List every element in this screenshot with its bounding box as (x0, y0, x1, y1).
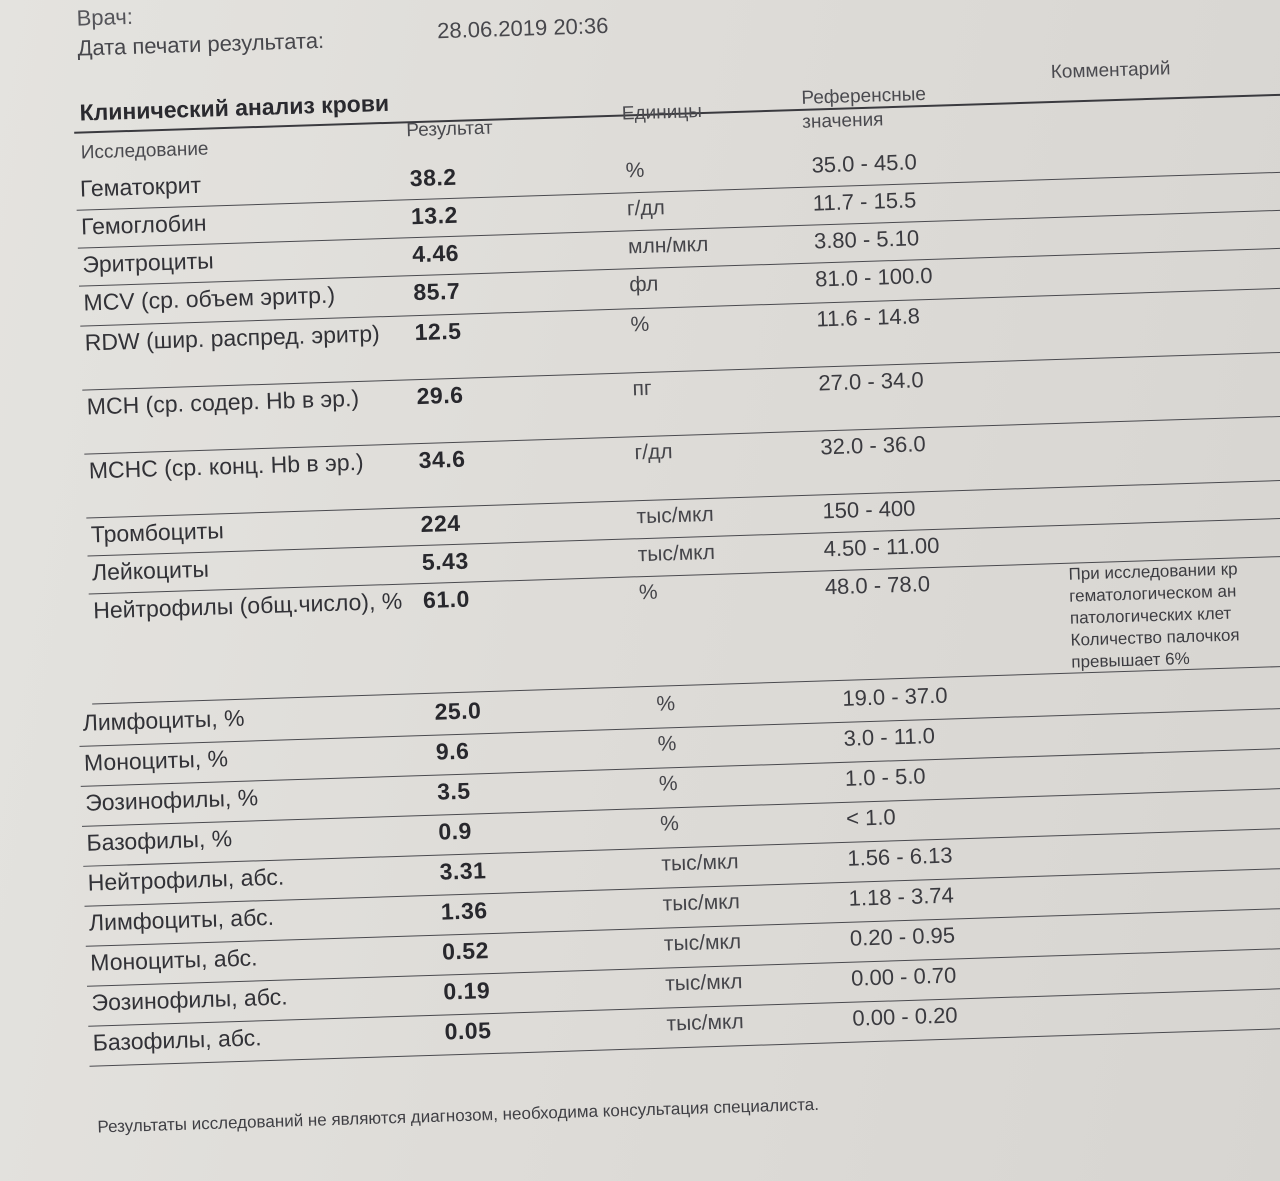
test-reference: 27.0 - 34.0 (818, 367, 924, 396)
test-name: Моноциты, абс. (89, 944, 258, 976)
test-unit: тыс/мкл (664, 970, 743, 996)
test-name: Эозинофилы, % (84, 784, 259, 816)
test-result: 3.31 (439, 857, 487, 885)
column-header-units: Единицы (621, 101, 703, 125)
column-header-reference (801, 83, 927, 135)
print-date-value: 28.06.2019 20:36 (436, 12, 609, 44)
column-header-test: Исследование (80, 138, 209, 164)
test-unit: тыс/мкл (661, 850, 739, 876)
test-reference: 3.0 - 11.0 (843, 723, 936, 751)
test-reference: 3.80 - 5.10 (813, 225, 920, 254)
test-result: 0.52 (441, 937, 490, 965)
test-reference: 150 - 400 (822, 495, 916, 524)
test-result: 9.6 (435, 737, 470, 765)
test-result: 0.19 (442, 977, 491, 1005)
test-result: 25.0 (434, 697, 482, 725)
test-result: 34.6 (418, 445, 466, 474)
comment-text (1068, 556, 1280, 673)
test-result: 0.05 (444, 1017, 492, 1045)
print-date-label: Дата печати результата: (77, 27, 325, 61)
test-name: Базофилы, % (86, 825, 233, 856)
test-result: 29.6 (416, 381, 464, 410)
column-header-result: Результат (405, 117, 494, 142)
footer-disclaimer: Результаты исследований не являются диагнозом, необходима консультация специалиста. (97, 1094, 820, 1137)
doctor-label: Врач: (76, 3, 134, 31)
test-result: 1.36 (440, 897, 489, 925)
test-name: MCV (ср. объем эритр.) (83, 281, 336, 316)
test-reference: 11.6 - 14.8 (816, 303, 921, 332)
test-reference: 0.20 - 0.95 (849, 922, 956, 951)
test-unit: тыс/мкл (662, 890, 741, 916)
test-name: MCHC (ср. конц. Hb в эр.) (88, 448, 364, 484)
test-name: Гематокрит (79, 171, 202, 202)
test-reference: 32.0 - 36.0 (820, 431, 926, 460)
test-result: 3.5 (436, 777, 471, 805)
test-reference: 35.0 - 45.0 (811, 149, 918, 178)
test-name: RDW (шир. распред. эритр) (84, 320, 381, 356)
column-header-reference-line1: Референсные (801, 83, 927, 109)
test-result: 0.9 (437, 817, 473, 845)
test-result: 4.46 (411, 239, 460, 268)
test-unit: млн/мкл (627, 232, 709, 259)
test-reference: 1.18 - 3.74 (848, 882, 955, 911)
test-reference: 1.0 - 5.0 (844, 763, 926, 791)
test-unit: тыс/мкл (666, 1010, 744, 1036)
test-name: Лейкоциты (91, 555, 210, 586)
column-header-comment: Комментарий (1050, 58, 1171, 84)
test-reference: 1.56 - 6.13 (846, 842, 953, 871)
test-unit: тыс/мкл (637, 540, 716, 567)
test-name: Нейтрофилы, абс. (87, 863, 285, 896)
test-result: 224 (420, 509, 461, 538)
test-name: Эритроциты (81, 247, 215, 278)
comment-line: гематологическом ан (1068, 581, 1237, 606)
test-unit: г/дл (626, 196, 666, 221)
test-result: 5.43 (421, 547, 470, 576)
test-name: Эозинофилы, абс. (91, 983, 288, 1016)
test-unit: тыс/мкл (663, 930, 742, 956)
test-result: 12.5 (414, 317, 462, 346)
test-reference: 81.0 - 100.0 (814, 262, 933, 292)
test-unit: г/дл (634, 440, 673, 465)
test-unit: % (638, 580, 658, 605)
test-reference: 0.00 - 0.70 (850, 962, 957, 991)
test-unit: % (625, 158, 645, 183)
test-name: Лимфоциты, % (82, 704, 245, 736)
test-name: Тромбоциты (90, 517, 225, 548)
test-result: 61.0 (422, 585, 471, 614)
comment-line: При исследовании кр (1068, 559, 1238, 584)
test-unit: фл (628, 272, 659, 297)
test-result: 85.7 (412, 277, 461, 306)
comment-line: патологических клет (1069, 603, 1232, 628)
comment-line: Количество палочкоя (1070, 625, 1240, 650)
test-reference: 11.7 - 15.5 (812, 187, 917, 216)
test-name: Гемоглобин (80, 209, 207, 240)
comment-line: превышает 6% (1071, 648, 1191, 672)
test-unit: % (656, 692, 676, 716)
test-reference: < 1.0 (845, 804, 897, 831)
test-result: 38.2 (409, 163, 457, 192)
test-reference: 19.0 - 37.0 (841, 682, 948, 711)
test-name: Базофилы, абс. (92, 1024, 262, 1056)
test-name: Нейтрофилы (общ.число), % (92, 587, 403, 624)
test-unit: % (657, 732, 677, 756)
test-reference: 0.00 - 0.20 (852, 1002, 958, 1031)
test-unit: % (630, 312, 650, 337)
test-name: Моноциты, % (83, 745, 229, 776)
section-title: Клинический анализ крови (79, 89, 390, 126)
test-name: Лимфоциты, абс. (88, 903, 275, 936)
test-unit: пг (632, 376, 652, 401)
column-header-reference-line2: значения (801, 109, 884, 133)
test-reference: 48.0 - 78.0 (824, 571, 931, 600)
test-unit: % (658, 772, 678, 796)
test-unit: % (659, 812, 680, 836)
test-reference: 4.50 - 11.00 (823, 532, 940, 562)
test-result: 13.2 (410, 201, 459, 230)
test-name: MCH (ср. содер. Hb в эр.) (86, 384, 360, 420)
test-unit: тыс/мкл (636, 502, 715, 529)
